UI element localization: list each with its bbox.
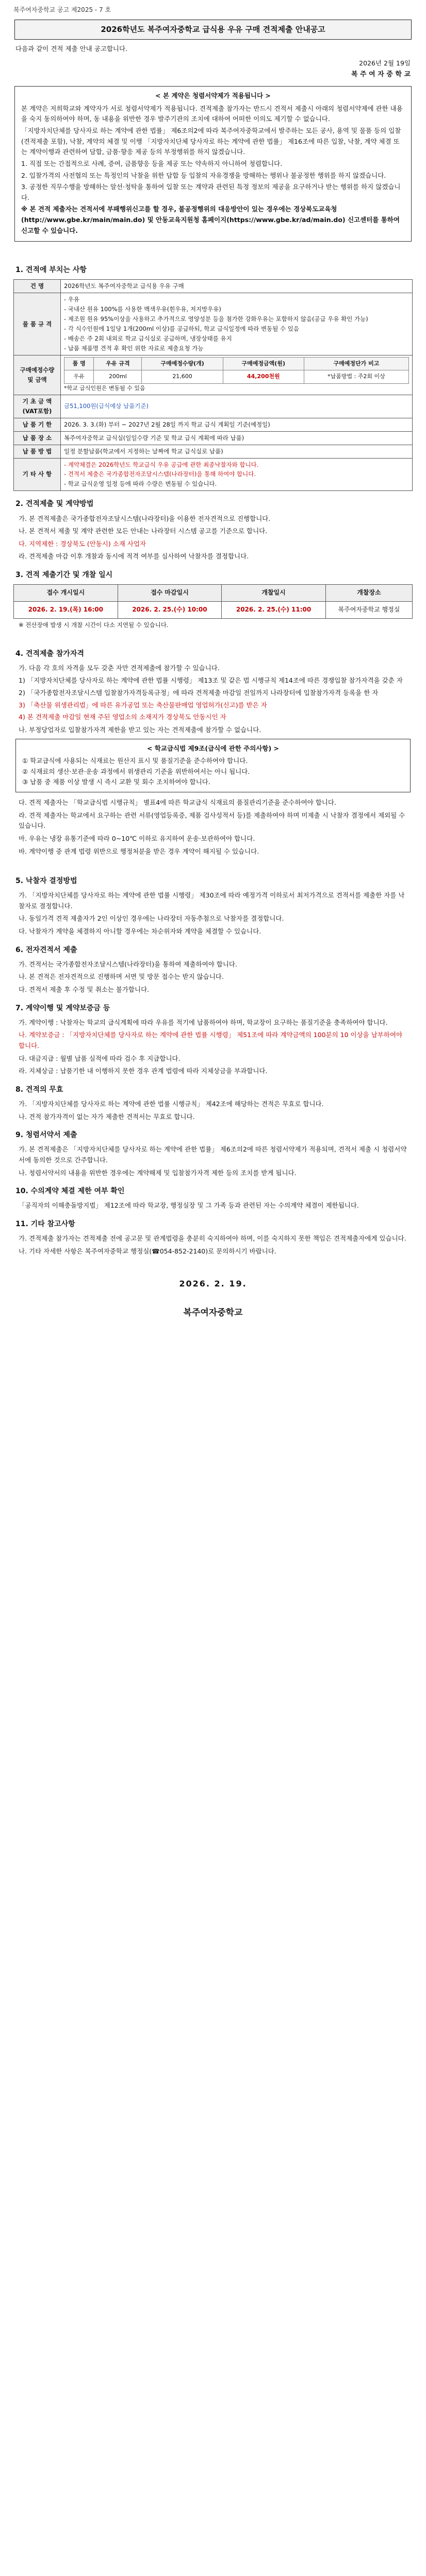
document-title: 2026학년도 복주여자중학교 급식용 우유 구매 견적제출 안내공고 [14, 20, 412, 40]
schedule-cell: 2026. 2. 25.(수) 10:00 [118, 601, 222, 618]
paragraph: 가. 「지방자치단체를 당사자로 하는 계약에 관한 법률 시행규칙」 제42조에 해당하는 견적은 무효로 합니다. [19, 1100, 324, 1108]
row-label: 물 품 규 격 [14, 293, 61, 355]
spec-line: - 배송은 주 2회 내외로 학교 급식실로 공급하며, 냉장상태를 유지 [64, 335, 232, 343]
purchase-cell-value: 우유 [64, 370, 94, 383]
paragraph: 가. 견적제출 참가자는 견적제출 전에 공고문 및 관계법령을 충분히 숙지하여야 하며, 이를 숙지하지 못한 책임은 견적제출자에게 있습니다. [19, 1234, 406, 1243]
paragraph: 2) 「국가종합전자조달시스템 입찰참가자격등록규정」에 따라 견적제출 마감일 전일까지 나라장터에 입찰참가자격 등록을 한 자 [19, 689, 379, 697]
purchase-header: 우유 규격 [94, 358, 142, 370]
row-label: 건 명 [14, 280, 61, 293]
paragraph: 나. 기타 자세한 사항은 복주여자중학교 행정실(☎054-852-2140)로 문의하시기 바랍니다. [19, 1247, 276, 1255]
paragraph: 라. 지체상금 : 납품기한 내 이행하지 못한 경우 관계 법령에 따라 지체상금을 부과합니다. [19, 1067, 268, 1075]
row-label: 기 초 금 액(VAT포함) [14, 395, 61, 418]
base-amount: 금51,100원(급식예상 납품기준) [61, 395, 413, 418]
paragraph: 가. 계약이행 : 낙찰자는 학교의 급식계획에 따라 우유를 적기에 납품하여야 하며, 학교장이 요구하는 품질기준을 충족하여야 합니다. [19, 1018, 388, 1026]
paragraph: 다. 견적 제출자는 「학교급식법 시행규칙」 별표4에 따른 학교급식 식재료의 품질관리기준을 준수하여야 합니다. [19, 799, 336, 806]
section-title: 2. 견적제출 및 계약방법 [15, 500, 94, 509]
notice-line: 3. 공정한 직무수행을 방해하는 알선·청탁을 통하여 입찰 또는 계약과 관련된 특정 정보의 제공을 요구하거나 받는 행위를 하지 않겠습니다. [21, 183, 401, 201]
purchase-cell-value: 200ml [94, 370, 142, 383]
schedule-header: 접수 마감일시 [118, 585, 222, 602]
spec-line: - 국내산 원유 100%를 사용한 백색우유(흰우유, 저지방우유) [64, 306, 221, 313]
purchase-cell-value: 44,200천원 [223, 370, 304, 383]
purchase-note: *학교 급식인원은 변동될 수 있음 [64, 384, 145, 392]
row-label: 납 품 장 소 [14, 431, 61, 445]
warning-line: ① 학교급식에 사용되는 식재료는 원산지 표시 및 품질기준을 준수하여야 합니다. [22, 757, 248, 765]
paragraph: 바. 계약이행 중 관계 법령 위반으로 행정처분을 받은 경우 계약이 해지될 수 있습니다. [19, 847, 259, 855]
schedule-cell: 2026. 2. 19.(목) 16:00 [14, 601, 118, 618]
row-label: 기 타 사 항 [14, 458, 61, 491]
paragraph: 다. 지역제한 : 경상북도 (안동시) 소재 사업자 [19, 539, 146, 548]
notice-line: 본 계약은 저희학교와 계약자가 서로 청렴서약제가 적용됩니다. 견적제출 참가자는 반드시 견적서 제출시 아래의 청렴서약제에 관한 내용을 숙지 동의하여야 하며, 동 내용을 위반한 경우 발주기관의 조치에 대하여 어떠한 이의도 제기할 수 없습니다. [21, 104, 403, 123]
section-title: 6. 전자견적서 제출 [15, 945, 77, 954]
schedule-header: 개찰장소 [325, 585, 412, 602]
paragraph: 나. 본 견적은 전자견적으로 진행하며 서면 및 방문 접수는 받지 않습니다. [19, 973, 224, 981]
delivery-method: 일정 분할납품(학교에서 지정하는 날짜에 학교 급식실로 납품) [61, 445, 413, 458]
paragraph: 나. 견적 참가자격이 없는 자가 제출한 견적서는 무효로 합니다. [19, 1112, 195, 1121]
spec-line: - 각 식수인원에 1일당 1개(200ml 이상)를 공급하되, 학교 급식일정에 따라 변동될 수 있음 [64, 325, 300, 333]
paragraph: 나. 청렴서약서의 내용을 위반한 경우에는 계약해제 및 입찰참가자격 제한 등의 조치를 받게 됩니다. [19, 1168, 297, 1177]
spec-line: - 우유 [64, 296, 80, 303]
other-line: - 학교 급식운영 일정 등에 따라 수량은 변동될 수 있습니다. [64, 480, 217, 488]
warning-line: ② 식재료의 생산·보관·운송 과정에서 위생관리 기준을 위반하여서는 아니 됩니다. [22, 767, 250, 775]
spec-line: - 납품 제품명 견적 후 확인 위한 자료로 제출요청 가능 [64, 345, 204, 352]
notice-line: 2. 입찰가격의 사전협의 또는 특정인의 낙찰을 위한 담합 등 입찰의 자유경쟁을 방해하는 행위나 불공정한 행위를 하지 않겠습니다. [21, 171, 386, 179]
paragraph: 나. 본 견적서 제출 및 계약 관련한 모든 안내는 나라장터 시스템 공고를 기준으로 합니다. [19, 527, 268, 535]
paragraph: 1) 「지방자치단체를 당사자로 하는 계약에 관한 법률 시행령」 제13조 및 같은 법 시행규칙 제14조에 따른 경쟁입찰 참가자격을 갖춘 자 [19, 676, 403, 685]
delivery-period: 2026. 3. 3.(화) 부터 ~ 2027년 2월 28일 까지 학교 급식 계획일 기준(예정일) [61, 418, 413, 431]
section-title: 8. 견적의 무효 [15, 1085, 63, 1094]
row-label: 구매예정수량 및 금액 [14, 355, 61, 395]
purchase-header: 구매예정금액(원) [223, 358, 304, 370]
paragraph: 라. 견적제출 마감 이후 개찰과 동시에 적격 여부를 심사하여 낙찰자를 결정합니다. [19, 552, 249, 561]
purchase-header: 구매예정단가 비고 [304, 358, 408, 370]
closing-date: 2026. 2. 19. [179, 1279, 247, 1289]
delivery-place: 복주여자중학교 급식실(일일수량 기준 및 학교 급식 계획에 따라 납품) [61, 431, 413, 445]
publish-date: 2026년 2월 19일 [359, 59, 411, 67]
paragraph: 가. 다음 각 호의 자격을 모두 갖춘 자만 견적제출에 참가할 수 있습니다. [19, 664, 220, 672]
spec-list [61, 293, 413, 355]
schedule-header: 개찰일시 [222, 585, 326, 602]
paragraph: 가. 본 견적제출은 「지방자치단체를 당사자로 하는 계약에 관한 법률」 제6조의2에 따른 청렴서약제가 적용되며, 견적서 제출 시 청렴서약서에 동의한 것으로 간주합니다. [19, 1145, 407, 1164]
other-notes [61, 458, 413, 491]
date-block [15, 58, 411, 80]
paragraph: 다. 대금지급 : 월별 납품 실적에 따라 검수 후 지급합니다. [19, 1054, 181, 1062]
purchase-header: 품 명 [64, 358, 94, 370]
paragraph: 가. 견적서는 국가종합전자조달시스템(나라장터)을 통하여 제출하여야 합니다. [19, 960, 237, 968]
announcement-number: 복주여자중학교 공고 제2025 - 7 호 [13, 6, 111, 13]
issuer-name: 복 주 여 자 중 학 교 [351, 70, 411, 78]
other-line: - 견적서 제출은 국가종합전자조달시스템(나라장터)을 통해 하여야 합니다. [64, 470, 256, 478]
row-label: 납 품 방 법 [14, 445, 61, 458]
paragraph: 3) 「축산물 위생관리법」에 따른 유가공업 또는 축산물판매업 영업허가(신고)를 받은 자 [19, 701, 267, 709]
section-title: 10. 수의계약 체결 제한 여부 확인 [15, 1187, 125, 1196]
paragraph: 마. 우유는 냉장 유통기준에 따라 0~10℃ 이하로 유지하여 운송·보관하여야 합니다. [19, 834, 255, 842]
closing-block [13, 1277, 413, 1319]
schedule-table [13, 584, 413, 619]
section-title: 1. 견적에 부치는 사항 [15, 266, 87, 275]
spec-line: - 제조원 원유 95%이상을 사용하고 추가적으로 영양성분 등을 첨가한 강화우유는 포함하지 않음(공급 우유 확인 가능) [64, 315, 368, 323]
paragraph: 가. 본 견적제출은 국가종합전자조달시스템(나라장터)을 이용한 전자견적으로 진행합니다. [19, 514, 271, 522]
purchase-header: 구매예정수량(개) [142, 358, 223, 370]
schedule-cell: 2026. 2. 25.(수) 11:00 [222, 601, 326, 618]
other-line: - 계약체결은 2026학년도 학교급식 우유 공급에 관한 최종낙찰자와 합니다. [64, 461, 259, 468]
purchase-cell [61, 355, 413, 395]
paragraph: 가. 「지방자치단체를 당사자로 하는 계약에 관한 법률 시행령」 제30조에 따라 예정가격 이하로서 최저가격으로 견적서를 제출한 자를 낙찰자로 결정합니다. [19, 891, 405, 910]
paragraph: 나. 동일가격 견적 제출자가 2인 이상인 경우에는 나라장터 자동추첨으로 낙찰자를 결정합니다. [19, 914, 284, 923]
notice-line: 1. 직접 또는 간접적으로 사례, 증여, 금품향응 등을 제공 또는 약속하지 아니하여 청렴합니다. [21, 159, 283, 167]
paragraph: 4) 본 견적제출 마감일 현재 주된 영업소의 소재지가 경상북도 안동시인 자 [19, 713, 226, 721]
warning-line: ③ 납품 중 제품 이상 발생 시 즉시 교환 및 회수 조치하여야 합니다. [22, 778, 210, 786]
overview-table [13, 279, 413, 491]
section-title: 9. 청렴서약서 제출 [15, 1131, 77, 1140]
row-label: 납 품 기 한 [14, 418, 61, 431]
section-title: 7. 계약이행 및 계약보증금 등 [15, 1004, 110, 1012]
section-title: 3. 견적 제출기간 및 개찰 일시 [15, 571, 113, 579]
warning-box [15, 739, 411, 793]
paragraph: 다. 낙찰자가 계약을 체결하지 아니할 경우에는 차순위자와 계약을 체결할 수 있습니다. [19, 927, 261, 936]
section-title: 11. 기타 참고사항 [15, 1219, 75, 1228]
paragraph: 라. 견적 제출자는 학교에서 요구하는 관련 서류(영업등록증, 제품 검사성적서 등)를 제출하여야 하며 미제출 시 낙찰자 결정에서 제외될 수 있습니다. [19, 811, 405, 830]
schedule-cell: 복주여자중학교 행정실 [325, 601, 412, 618]
contract-name: 2026학년도 복주여자중학교 급식용 우유 구매 [61, 280, 413, 293]
paragraph: 나. 부정당업자로 입찰참가자격 제한을 받고 있는 자는 견적제출에 참가할 수 없습니다. [19, 725, 261, 734]
warning-head: < 학교급식법 제9조(급식에 관한 주의사항) > [146, 744, 280, 752]
schedule-header: 접수 개시일시 [14, 585, 118, 602]
purchase-cell-value: 21,600 [142, 370, 223, 383]
notice-emphasis: ※ 본 견적 제출자는 견적서에 부패행위신고를 할 경우, 불공정행위의 대응방안이 있는 경우에는 경상북도교육청(http://www.gbe.kr/main/main.do) 및 안동교육지원청 홈페이지(https://www.gbe.kr/ad/main.do) 신고센터를 통하여 신고할 수 있습니다. [21, 205, 400, 234]
paragraph: 「공직자의 이해충돌방지법」 제12조에 따라 학교장, 행정실장 및 그 가족 등과 관련된 자는 수의계약 체결이 제한됩니다. [19, 1201, 359, 1210]
closing-issuer: 복주여자중학교 [183, 1307, 243, 1318]
purchase-table [64, 357, 409, 383]
paragraph: 다. 견적서 제출 후 수정 및 취소는 불가합니다. [19, 986, 150, 994]
notice-head: < 본 계약은 청렴서약제가 적용됩니다 > [155, 92, 271, 100]
schedule-note: ※ 전산장애 발생 시 개찰 시간이 다소 지연될 수 있습니다. [19, 621, 169, 629]
section-title: 4. 견적제출 참가자격 [15, 649, 84, 658]
intro-text: 다음과 같이 견적 제출 안내 공고합니다. [15, 44, 128, 53]
purchase-cell-value: *납품방법 : 주2회 이상 [304, 370, 408, 383]
section-title: 5. 낙찰자 결정방법 [15, 877, 77, 886]
paragraph: 나. 계약보증금 : 「지방자치단체를 당사자로 하는 계약에 관한 법률 시행령」 제51조에 따라 계약금액의 100분의 10 이상을 납부하여야 합니다. [19, 1031, 403, 1050]
notice-line: 「지방자치단체를 당사자로 하는 계약에 관한 법률」 제6조의2에 따라 복주여자중학교에서 발주하는 모든 공사, 용역 및 물품 등의 입찰(견적제출 포함), 낙찰, 계약의 체결 및 이행 「지방자치단체 당사자로 하는 계약에 관한 법률」 제16조에 따른 입찰, 낙찰, 계약 체결 또는 계약이행과 관련하여 담합, 금품·향응 제공 등의 부정행위를 하지 않겠습니다. [21, 127, 401, 156]
integrity-notice-box [14, 86, 412, 242]
